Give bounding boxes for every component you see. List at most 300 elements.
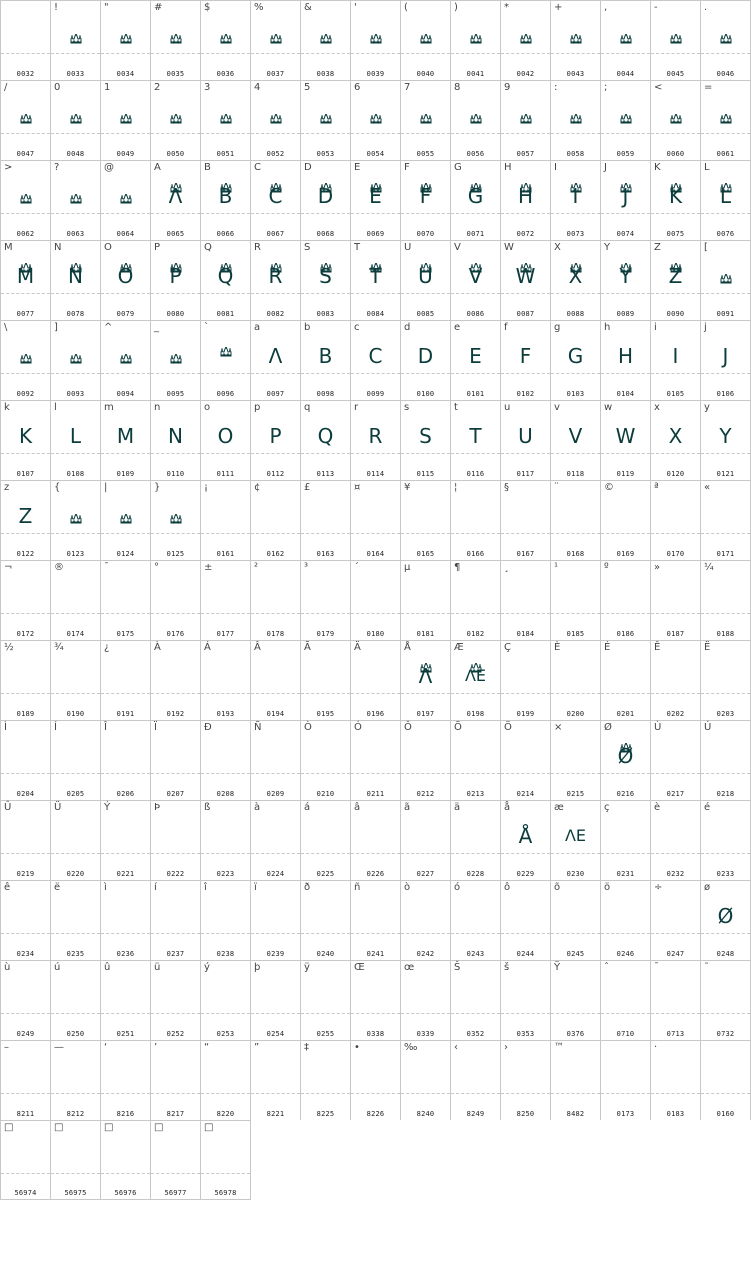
glyph-char-label: ¶	[454, 562, 461, 573]
glyph-char-label: Ñ	[254, 722, 262, 733]
baseline-guide	[51, 1013, 100, 1014]
baseline-guide	[401, 53, 450, 54]
glyph-code: 0047	[16, 150, 35, 158]
glyph-char-label: ‹	[454, 1042, 458, 1053]
baseline-guide	[151, 133, 200, 134]
glyph-cell	[350, 240, 400, 320]
crown-icon	[51, 354, 100, 364]
glyph-code: 0080	[166, 310, 185, 318]
baseline-guide	[701, 53, 750, 54]
glyph-char-label: B	[204, 162, 211, 173]
glyph-code: 0084	[366, 310, 385, 318]
baseline-guide	[501, 293, 550, 294]
glyph-code: 0243	[466, 950, 485, 958]
glyph-cell	[500, 1040, 550, 1120]
glyph-cell	[250, 960, 300, 1040]
glyph-char-label: ‰	[404, 1042, 418, 1053]
glyph-code: 0242	[416, 950, 435, 958]
glyph-sample: U	[518, 424, 533, 448]
glyph-char-label: Õ	[454, 722, 462, 733]
glyph-char-label: ,	[604, 2, 608, 13]
glyph-cell	[200, 720, 250, 800]
crown-icon	[1, 354, 50, 364]
baseline-guide	[401, 773, 450, 774]
glyph-code: 0196	[366, 710, 385, 718]
glyph-code: 0244	[516, 950, 535, 958]
glyph-char-label: i	[654, 322, 657, 333]
glyph-char-label: 0	[54, 82, 61, 93]
glyph-sample: Λ	[168, 184, 183, 208]
glyph-char-label: c	[354, 322, 360, 333]
baseline-guide	[351, 933, 400, 934]
baseline-guide	[701, 773, 750, 774]
crown-icon	[301, 114, 350, 124]
glyph-cell	[250, 320, 300, 400]
glyph-char-label: Þ	[154, 802, 161, 813]
glyph-row	[0, 960, 751, 1040]
crown-icon	[201, 34, 250, 44]
glyph-cell	[550, 0, 600, 80]
baseline-guide	[651, 373, 700, 374]
baseline-guide	[201, 453, 250, 454]
glyph-sample: V	[468, 264, 483, 288]
glyph-char-label: Ì	[4, 722, 7, 733]
baseline-guide	[601, 693, 650, 694]
baseline-guide	[251, 773, 300, 774]
glyph-char-label: Ð	[204, 722, 212, 733]
baseline-guide	[401, 613, 450, 614]
baseline-guide	[101, 53, 150, 54]
glyph-code: 0035	[166, 70, 185, 78]
baseline-guide	[651, 1013, 700, 1014]
glyph-cell	[150, 880, 200, 960]
baseline-guide	[101, 933, 150, 934]
glyph-code: 0206	[116, 790, 135, 798]
glyph-code: 0205	[66, 790, 85, 798]
glyph-code: 0059	[616, 150, 635, 158]
glyph-cell	[500, 560, 550, 640]
glyph-cell	[50, 1040, 100, 1120]
glyph-code: 0219	[16, 870, 35, 878]
glyph-char-label: ]	[54, 322, 58, 333]
glyph-code: 0247	[666, 950, 685, 958]
glyph-char-label: ˆ	[604, 962, 609, 973]
glyph-char-label: ÷	[654, 882, 663, 893]
glyph-char-label: =	[704, 82, 713, 93]
baseline-guide	[201, 933, 250, 934]
glyph-code: 0089	[616, 310, 635, 318]
glyph-char-label: D	[304, 162, 312, 173]
glyph-code: 0208	[216, 790, 235, 798]
glyph-code: 0246	[616, 950, 635, 958]
glyph-char-label: Ý	[104, 802, 111, 813]
glyph-code: 0039	[366, 70, 385, 78]
glyph-cell	[0, 0, 50, 80]
glyph-code: 0095	[166, 390, 185, 398]
glyph-cell	[400, 960, 450, 1040]
glyph-char-label: e	[454, 322, 461, 333]
glyph-sample: Å	[518, 824, 533, 848]
glyph-cell	[250, 560, 300, 640]
glyph-char-label: Ï	[154, 722, 157, 733]
baseline-guide	[201, 853, 250, 854]
glyph-cell	[650, 160, 700, 240]
baseline-guide	[451, 293, 500, 294]
glyph-row	[0, 160, 751, 240]
glyph-code: 8482	[566, 1110, 585, 1118]
glyph-cell	[650, 800, 700, 880]
baseline-guide	[301, 533, 350, 534]
baseline-guide	[301, 773, 350, 774]
glyph-cell	[250, 640, 300, 720]
baseline-guide	[501, 1013, 550, 1014]
glyph-sample: D	[317, 184, 334, 208]
baseline-guide	[501, 773, 550, 774]
glyph-sample: W	[615, 424, 636, 448]
glyph-char-label: □	[54, 1122, 64, 1133]
glyph-row	[0, 320, 751, 400]
glyph-char-label: W	[504, 242, 514, 253]
glyph-cell	[650, 80, 700, 160]
glyph-code: 0234	[16, 950, 35, 958]
baseline-guide	[601, 773, 650, 774]
baseline-guide	[501, 693, 550, 694]
glyph-sample: P	[269, 424, 282, 448]
baseline-guide	[51, 1173, 100, 1174]
glyph-code: 0118	[566, 470, 585, 478]
glyph-code: 0215	[566, 790, 585, 798]
glyph-cell	[650, 240, 700, 320]
baseline-guide	[601, 133, 650, 134]
glyph-cell	[250, 800, 300, 880]
baseline-guide	[251, 1013, 300, 1014]
glyph-char-label: §	[504, 482, 509, 493]
baseline-guide	[401, 453, 450, 454]
glyph-cell	[400, 880, 450, 960]
crown-icon	[101, 514, 150, 524]
glyph-char-label: õ	[554, 882, 561, 893]
glyph-cell	[200, 640, 250, 720]
glyph-cell	[250, 160, 300, 240]
glyph-code: 0081	[216, 310, 235, 318]
glyph-code: 0097	[266, 390, 285, 398]
glyph-cell	[200, 80, 250, 160]
glyph-char-label: z	[4, 482, 10, 493]
glyph-cell	[50, 160, 100, 240]
glyph-char-label: .	[704, 2, 708, 13]
glyph-sample: K	[18, 424, 33, 448]
glyph-cell	[400, 800, 450, 880]
glyph-row	[0, 480, 751, 560]
glyph-char-label: Ø	[604, 722, 612, 733]
baseline-guide	[201, 53, 250, 54]
glyph-cell	[700, 560, 751, 640]
glyph-cell	[250, 1040, 300, 1120]
glyph-code: 0069	[366, 230, 385, 238]
baseline-guide	[101, 373, 150, 374]
baseline-guide	[451, 933, 500, 934]
glyph-sample: X	[568, 264, 583, 288]
glyph-sample: F	[419, 184, 432, 208]
glyph-cell	[100, 720, 150, 800]
glyph-char-label: ø	[704, 882, 711, 893]
glyph-code: 0207	[166, 790, 185, 798]
glyph-code: 0209	[266, 790, 285, 798]
baseline-guide	[251, 853, 300, 854]
glyph-cell	[150, 1040, 200, 1120]
glyph-cell	[600, 0, 650, 80]
glyph-code: 0179	[316, 630, 335, 638]
glyph-char-label: }	[154, 482, 161, 493]
glyph-code: 0034	[116, 70, 135, 78]
baseline-guide	[551, 213, 600, 214]
glyph-cell	[350, 80, 400, 160]
baseline-guide	[701, 453, 750, 454]
baseline-guide	[201, 533, 250, 534]
baseline-guide	[51, 53, 100, 54]
glyph-char-label: Ò	[304, 722, 312, 733]
glyph-code: 0112	[266, 470, 285, 478]
glyph-cell	[700, 880, 751, 960]
baseline-guide	[1, 533, 50, 534]
glyph-sample: X	[668, 424, 683, 448]
glyph-cell	[500, 320, 550, 400]
glyph-cell	[250, 80, 300, 160]
glyph-cell	[400, 720, 450, 800]
glyph-sample: M	[116, 424, 135, 448]
crown-icon	[51, 114, 100, 124]
glyph-cell	[700, 1040, 751, 1120]
glyph-char-label: ú	[54, 962, 61, 973]
baseline-guide	[301, 693, 350, 694]
baseline-guide	[451, 533, 500, 534]
baseline-guide	[1, 933, 50, 934]
glyph-code: 0338	[366, 1030, 385, 1038]
baseline-guide	[501, 533, 550, 534]
glyph-code: 0710	[616, 1030, 635, 1038]
glyph-char-label: ¥	[404, 482, 411, 493]
baseline-guide	[301, 53, 350, 54]
glyph-sample: Λ	[418, 664, 433, 688]
crown-icon	[251, 114, 300, 124]
crown-icon	[151, 354, 200, 364]
baseline-guide	[301, 1093, 350, 1094]
glyph-cell	[650, 640, 700, 720]
glyph-cell	[200, 960, 250, 1040]
glyph-char-label: Œ	[354, 962, 365, 973]
glyph-char-label: w	[604, 402, 613, 413]
baseline-guide	[501, 613, 550, 614]
glyph-cell	[450, 560, 500, 640]
glyph-cell	[450, 240, 500, 320]
baseline-guide	[551, 1013, 600, 1014]
glyph-code: 0251	[116, 1030, 135, 1038]
glyph-cell	[450, 960, 500, 1040]
glyph-cell	[300, 880, 350, 960]
glyph-char-label: ©	[604, 482, 614, 493]
glyph-code: 0160	[716, 1110, 735, 1118]
glyph-char-label: ç	[604, 802, 610, 813]
glyph-cell	[100, 1120, 150, 1200]
glyph-char-label: #	[154, 2, 163, 13]
baseline-guide	[501, 453, 550, 454]
glyph-cell	[200, 400, 250, 480]
glyph-cell	[450, 1040, 500, 1120]
glyph-char-label: /	[4, 82, 8, 93]
glyph-code: 0239	[266, 950, 285, 958]
glyph-code: 0033	[66, 70, 85, 78]
glyph-char-label: –	[4, 1042, 9, 1053]
glyph-cell	[600, 800, 650, 880]
glyph-cell	[350, 160, 400, 240]
baseline-guide	[101, 533, 150, 534]
glyph-char-label: ã	[404, 802, 411, 813]
glyph-char-label: Æ	[454, 642, 464, 653]
glyph-row	[0, 1120, 751, 1200]
glyph-sample: L	[69, 424, 82, 448]
glyph-code: 0060	[666, 150, 685, 158]
glyph-code: 0044	[616, 70, 635, 78]
glyph-sample: E	[469, 344, 482, 368]
glyph-sample: I	[672, 344, 679, 368]
crown-icon	[701, 114, 750, 124]
glyph-code: 56977	[164, 1189, 187, 1197]
baseline-guide	[551, 453, 600, 454]
glyph-char-label: □	[204, 1122, 214, 1133]
glyph-cell	[700, 480, 751, 560]
glyph-code: 0167	[516, 550, 535, 558]
glyph-row	[0, 1040, 751, 1120]
glyph-code: 0217	[666, 790, 685, 798]
glyph-cell	[150, 480, 200, 560]
glyph-code: 0062	[16, 230, 35, 238]
glyph-cell	[700, 400, 751, 480]
crown-icon	[101, 354, 150, 364]
glyph-char-label: P	[154, 242, 161, 253]
glyph-cell	[500, 720, 550, 800]
baseline-guide	[401, 1093, 450, 1094]
glyph-char-label: ‡	[304, 1042, 309, 1053]
glyph-char-label: ë	[54, 882, 61, 893]
glyph-cell	[0, 1120, 50, 1200]
glyph-char-label: Ù	[654, 722, 662, 733]
glyph-sample: Z	[18, 504, 33, 528]
baseline-guide	[301, 293, 350, 294]
glyph-char-label: A	[154, 162, 161, 173]
glyph-char-label: ß	[204, 802, 211, 813]
glyph-code: 0093	[66, 390, 85, 398]
glyph-char-label: Ê	[654, 642, 661, 653]
glyph-code: 0220	[66, 870, 85, 878]
baseline-guide	[1, 213, 50, 214]
glyph-cell	[300, 960, 350, 1040]
baseline-guide	[301, 133, 350, 134]
glyph-char-label: ²	[254, 562, 259, 573]
glyph-code: 0178	[266, 630, 285, 638]
glyph-code: 0253	[216, 1030, 235, 1038]
glyph-char-label: 1	[104, 82, 111, 93]
glyph-char-label: ¤	[354, 482, 361, 493]
glyph-code: 0236	[116, 950, 135, 958]
baseline-guide	[701, 613, 750, 614]
crown-icon	[551, 114, 600, 124]
glyph-cell	[700, 960, 751, 1040]
crown-icon	[451, 34, 500, 44]
glyph-cell	[600, 400, 650, 480]
glyph-cell	[600, 560, 650, 640]
baseline-guide	[601, 853, 650, 854]
glyph-char-label: å	[504, 802, 511, 813]
baseline-guide	[401, 933, 450, 934]
glyph-code: 0223	[216, 870, 235, 878]
baseline-guide	[501, 213, 550, 214]
glyph-sample: O	[117, 264, 134, 288]
glyph-row	[0, 240, 751, 320]
baseline-guide	[51, 693, 100, 694]
glyph-code: 0038	[316, 70, 335, 78]
glyph-cell	[50, 880, 100, 960]
glyph-cell	[450, 480, 500, 560]
glyph-char-label: t	[454, 402, 458, 413]
glyph-code: 0210	[316, 790, 335, 798]
glyph-cell	[150, 320, 200, 400]
glyph-code: 0092	[16, 390, 35, 398]
glyph-cell	[100, 320, 150, 400]
baseline-guide	[101, 133, 150, 134]
glyph-cell	[200, 1040, 250, 1120]
glyph-cell	[250, 240, 300, 320]
glyph-cell	[700, 800, 751, 880]
baseline-guide	[351, 533, 400, 534]
glyph-cell	[600, 960, 650, 1040]
glyph-cell	[50, 720, 100, 800]
baseline-guide	[51, 293, 100, 294]
glyph-code: 0061	[716, 150, 735, 158]
glyph-char-label: f	[504, 322, 508, 333]
glyph-sample: C	[268, 184, 283, 208]
baseline-guide	[51, 613, 100, 614]
glyph-code: 0094	[116, 390, 135, 398]
glyph-cell	[600, 1040, 650, 1120]
crown-icon	[1, 194, 50, 204]
crown-icon	[251, 34, 300, 44]
glyph-cell	[0, 480, 50, 560]
glyph-cell	[50, 640, 100, 720]
glyph-code: 0713	[666, 1030, 685, 1038]
glyph-code: 0200	[566, 710, 585, 718]
glyph-cell	[350, 480, 400, 560]
glyph-char-label: â	[354, 802, 361, 813]
baseline-guide	[301, 453, 350, 454]
glyph-cell	[150, 800, 200, 880]
baseline-guide	[151, 773, 200, 774]
baseline-guide	[1, 53, 50, 54]
crown-icon	[151, 34, 200, 44]
glyph-sample: K	[668, 184, 683, 208]
baseline-guide	[601, 533, 650, 534]
glyph-code: 0071	[466, 230, 485, 238]
glyph-cell	[0, 80, 50, 160]
glyph-cell	[400, 400, 450, 480]
glyph-sample: Y	[719, 424, 732, 448]
baseline-guide	[651, 1093, 700, 1094]
glyph-code: 8226	[366, 1110, 385, 1118]
crown-icon	[701, 34, 750, 44]
glyph-char-label: Î	[104, 722, 107, 733]
baseline-guide	[1, 453, 50, 454]
glyph-cell	[550, 960, 600, 1040]
glyph-char-label: :	[554, 82, 558, 93]
